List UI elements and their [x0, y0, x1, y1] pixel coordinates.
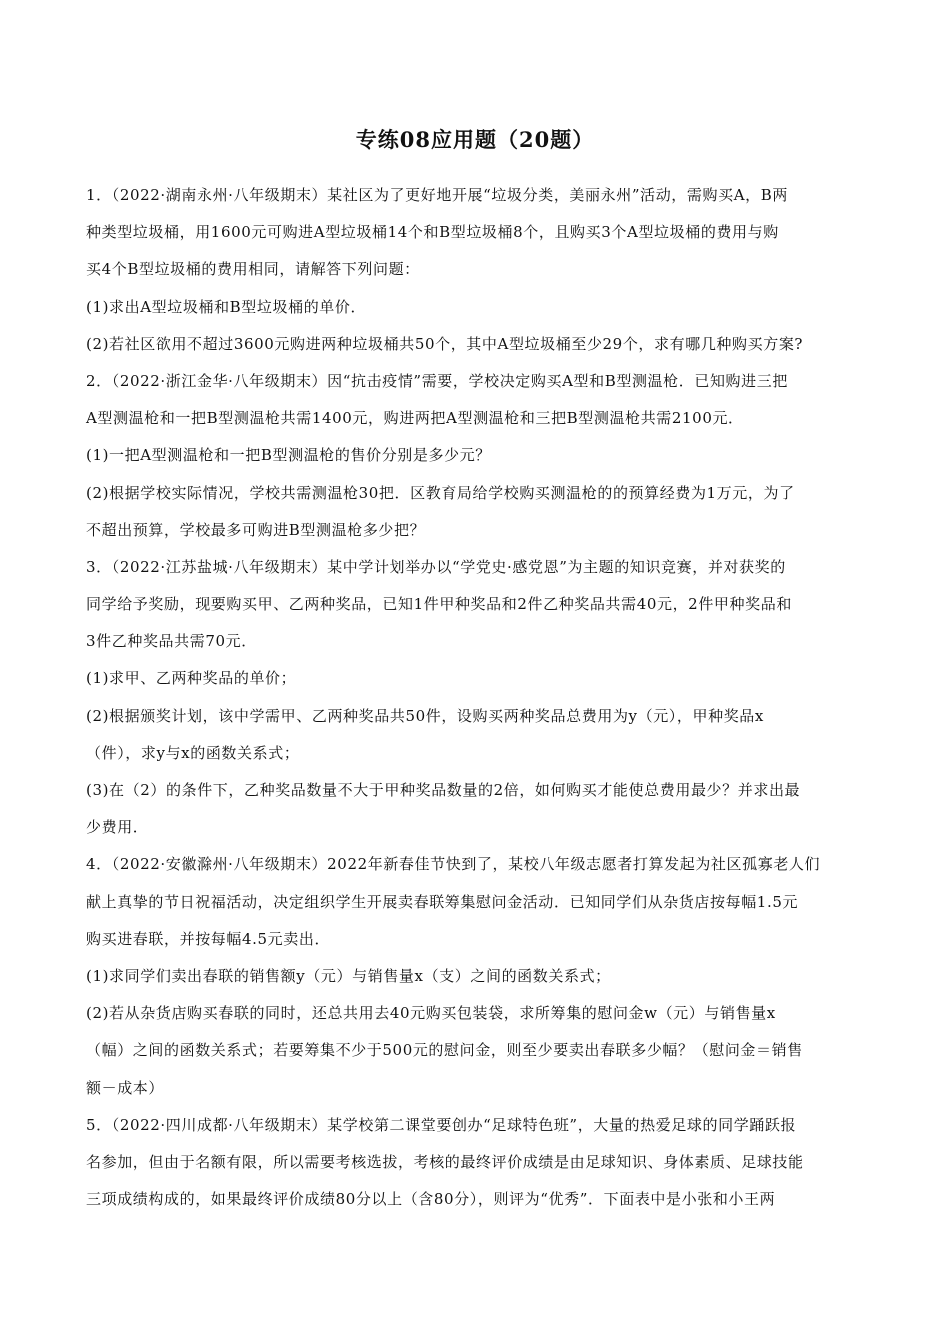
- text-line: 同学给予奖励，现要购买甲、乙两种奖品，已知1件甲种奖品和2件乙种奖品共需40元，2件甲种奖品和: [86, 595, 792, 614]
- text-line: （幅）之间的函数关系式；若要筹集不少于500元的慰问金，则至少要卖出春联多少幅？（慰问金＝销售: [86, 1041, 803, 1060]
- text-line: (1)求甲、乙两种奖品的单价；: [86, 669, 297, 688]
- text-line: 三项成绩构成的，如果最终评价成绩80分以上（含80分），则评为“优秀”．下面表中是小张和小王两: [86, 1190, 776, 1209]
- text-line: 献上真挚的节日祝福活动，决定组织学生开展卖春联筹集慰问金活动．已知同学们从杂货店按每幅1.5元: [86, 892, 799, 911]
- text-line: 不超出预算，学校最多可购进B型测温枪多少把？: [86, 520, 426, 539]
- text-line: (2)根据颁奖计划，该中学需甲、乙两种奖品共50件，设购买两种奖品总费用为y（元），甲种奖品x: [86, 706, 764, 725]
- text-line: 购买进春联，并按每幅4.5元卖出．: [86, 929, 331, 948]
- text-line: （件），求y与x的函数关系式；: [86, 743, 300, 762]
- text-line: (1)一把A型测温枪和一把B型测温枪的售价分别是多少元？: [86, 446, 491, 465]
- text-line: A型测温枪和一把B型测温枪共需1400元，购进两把A型测温枪和三把B型测温枪共需2100元．: [86, 409, 744, 428]
- text-line: (1)求同学们卖出春联的销售额y（元）与销售量x（支）之间的函数关系式；: [86, 966, 611, 985]
- text-line: (3)在（2）的条件下，乙种奖品数量不大于甲种奖品数量的2倍，如何购买才能使总费用最少？并求出最: [86, 781, 801, 799]
- text-line: 名参加，但由于名额有限，所以需要考核选拔，考核的最终评价成绩是由足球知识、身体素质、足球技能: [86, 1152, 804, 1171]
- text-line: (2)若从杂货店购买春联的同时，还总共用去40元购买包装袋，求所筹集的慰问金w（元）与销售量x: [86, 1004, 776, 1023]
- text-line: (1)求出A型垃圾桶和B型垃圾桶的单价．: [86, 297, 367, 316]
- page-title: 专练08应用题（20题）: [355, 127, 595, 152]
- text-line: 买4个B型垃圾桶的费用相同，请解答下列问题：: [86, 260, 420, 279]
- text-line: 2．（2022·浙江金华·八年级期末）因“抗击疫情”需要，学校决定购买A型和B型测温枪．已知购进三把: [86, 371, 788, 390]
- text-line: 少费用．: [86, 818, 149, 837]
- text-line: (2)根据学校实际情况，学校共需测温枪30把．区教育局给学校购买测温枪的的预算经费为1万元，为了: [86, 483, 795, 502]
- text-line: 3件乙种奖品共需70元．: [86, 632, 257, 651]
- text-line: (2)若社区欲用不超过3600元购进两种垃圾桶共50个，其中A型垃圾桶至少29个，求有哪几种购买方案?: [86, 334, 804, 353]
- text-line: 种类型垃圾桶，用1600元可购进A型垃圾桶14个和B型垃圾桶8个，且购买3个A型垃圾桶的费用与购: [86, 223, 779, 242]
- text-line: 5．（2022·四川成都·八年级期末）某学校第二课堂要创办“足球特色班”，大量的热爱足球的同学踊跃报: [86, 1115, 797, 1134]
- document-body: [86, 177, 866, 1218]
- text-line: 额－成本）: [86, 1078, 165, 1097]
- text-line: 3．（2022·江苏盐城·八年级期末）某中学计划举办以“学党史·感党恩”为主题的知识竞赛，并对获奖的: [86, 557, 786, 576]
- text-line: 4．（2022·安徽滁州·八年级期末）2022年新春佳节快到了，某校八年级志愿者打算发起为社区孤寡老人们: [86, 855, 821, 874]
- text-line: 1．（2022·湖南永州·八年级期末）某社区为了更好地开展“垃圾分类，美丽永州”活动，需购买A，B两: [86, 186, 788, 204]
